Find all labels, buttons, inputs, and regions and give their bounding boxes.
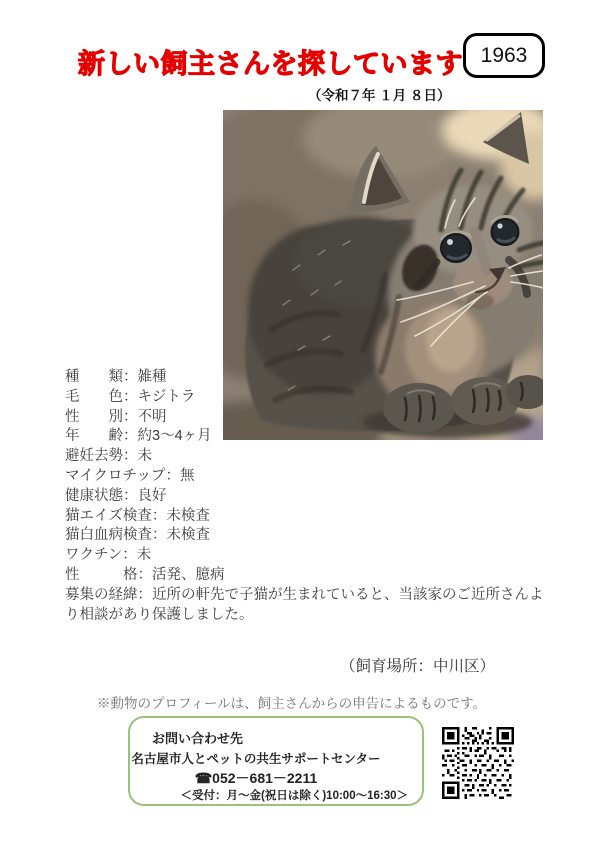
- detail-line-species: 種 類：雑種: [65, 369, 167, 385]
- care-location: （飼育場所：中川区）: [340, 658, 496, 675]
- contact-heading: お問い合わせ先: [152, 731, 244, 746]
- detail-line-age: 年 齢：約3～4ヶ月: [65, 428, 212, 445]
- contact-hours: ＜受付：月～金(祝日は除く)10:00～16:30＞: [180, 790, 408, 802]
- detail-line-felv: 猫白血病検査：未検査: [65, 527, 210, 544]
- issue-date: （令和７年 １月 ８日）: [308, 88, 451, 103]
- qr-code-icon: [442, 727, 514, 799]
- contact-phone: ☎052－681－2211: [194, 770, 318, 786]
- detail-line-history-2: り相談があり保護しました。: [65, 606, 254, 623]
- detail-line-sex: 性 別：不明: [65, 408, 167, 425]
- detail-line-vaccine: ワクチン：未: [65, 547, 152, 564]
- detail-line-history-1: 募集の経緯：近所の軒先で子猫が生まれていると、当該家のご近所さんよ: [65, 586, 544, 603]
- id-number-badge: [463, 33, 545, 78]
- detail-line-fiv: 猫エイズ検査：未検査: [65, 507, 210, 524]
- detail-line-character: 性 格：活発、臆病: [65, 566, 225, 583]
- detail-line-neuter: 避妊去勢：未: [65, 448, 152, 465]
- id-number: 1963: [480, 43, 528, 67]
- page-title: 新しい飼主さんを探しています: [78, 49, 463, 79]
- detail-line-health: 健康状態：良好: [65, 487, 167, 504]
- profile-disclaimer: ※動物のプロフィールは、飼主さんからの申告によるものです。: [97, 696, 487, 711]
- contact-organization: 名古屋市人とペットの共生サポートセンター: [131, 752, 381, 766]
- contact-box: [128, 716, 424, 806]
- detail-line-microchip: マイクロチップ：無: [65, 467, 195, 484]
- detail-line-coat: 毛 色：キジトラ: [65, 388, 196, 405]
- pet-profile-list: [65, 368, 544, 625]
